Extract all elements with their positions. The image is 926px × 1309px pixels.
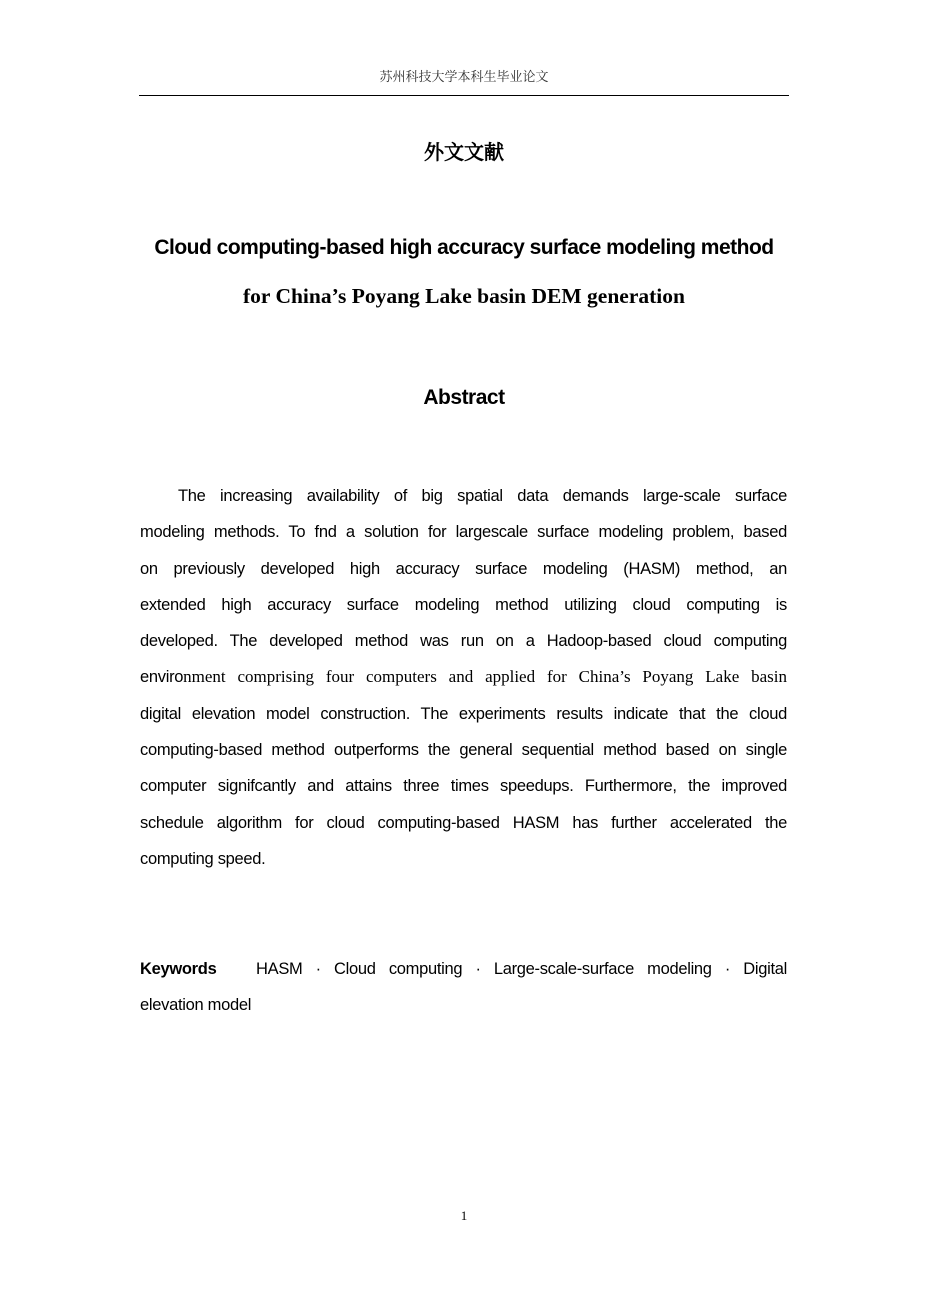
- abstract-heading: Abstract: [423, 386, 505, 409]
- running-header: 苏州科技大学本科生毕业论文: [379, 70, 549, 85]
- abstract-line: on previously developed high accuracy surface modeling (HASM) method, an: [140, 559, 787, 578]
- abstract-line-sans-part: enviro: [140, 668, 184, 687]
- keywords-line-1: [140, 951, 787, 987]
- abstract-line: extended high accuracy surface modeling method utilizing cloud computing is: [140, 595, 787, 614]
- keywords-list: HASM · Cloud computing · Large-scale-surface modeling · Digital: [256, 960, 787, 978]
- abstract-line-mixed-font: [140, 659, 787, 695]
- page-number: 1: [460, 1208, 468, 1223]
- abstract-line: developed. The developed method was run on a Hadoop-based cloud computing: [140, 632, 787, 651]
- abstract-line: The increasing availability of big spatial data demands large-scale surface: [178, 487, 787, 505]
- abstract-line: computing-based method outperforms the general sequential method based on single: [140, 741, 787, 760]
- abstract-line: digital elevation model construction. The experiments results indicate that the cloud: [140, 704, 787, 723]
- abstract-line: computing speed.: [140, 849, 266, 868]
- keywords-label: Keywords: [140, 960, 217, 978]
- header-rule: [139, 95, 789, 96]
- abstract-line: computer signifcantly and attains three times speedups. Furthermore, the improved: [140, 777, 787, 796]
- abstract-body: [140, 478, 787, 877]
- paper-title-line-2: for China’s Poyang Lake basin DEM generation: [243, 284, 685, 308]
- paper-title-line-1: Cloud computing-based high accuracy surface modeling method: [154, 236, 774, 259]
- abstract-line: modeling methods. To fnd a solution for largescale surface modeling problem, based: [140, 523, 787, 542]
- keywords-line-2: elevation model: [140, 996, 252, 1015]
- abstract-line-serif-part: nment comprising four computers and applied for China’s Poyang Lake basin: [183, 667, 787, 687]
- section-heading: 外文文献: [424, 140, 504, 164]
- keywords-block: [140, 951, 787, 1024]
- abstract-line: schedule algorithm for cloud computing-based HASM has further accelerated the: [140, 813, 787, 832]
